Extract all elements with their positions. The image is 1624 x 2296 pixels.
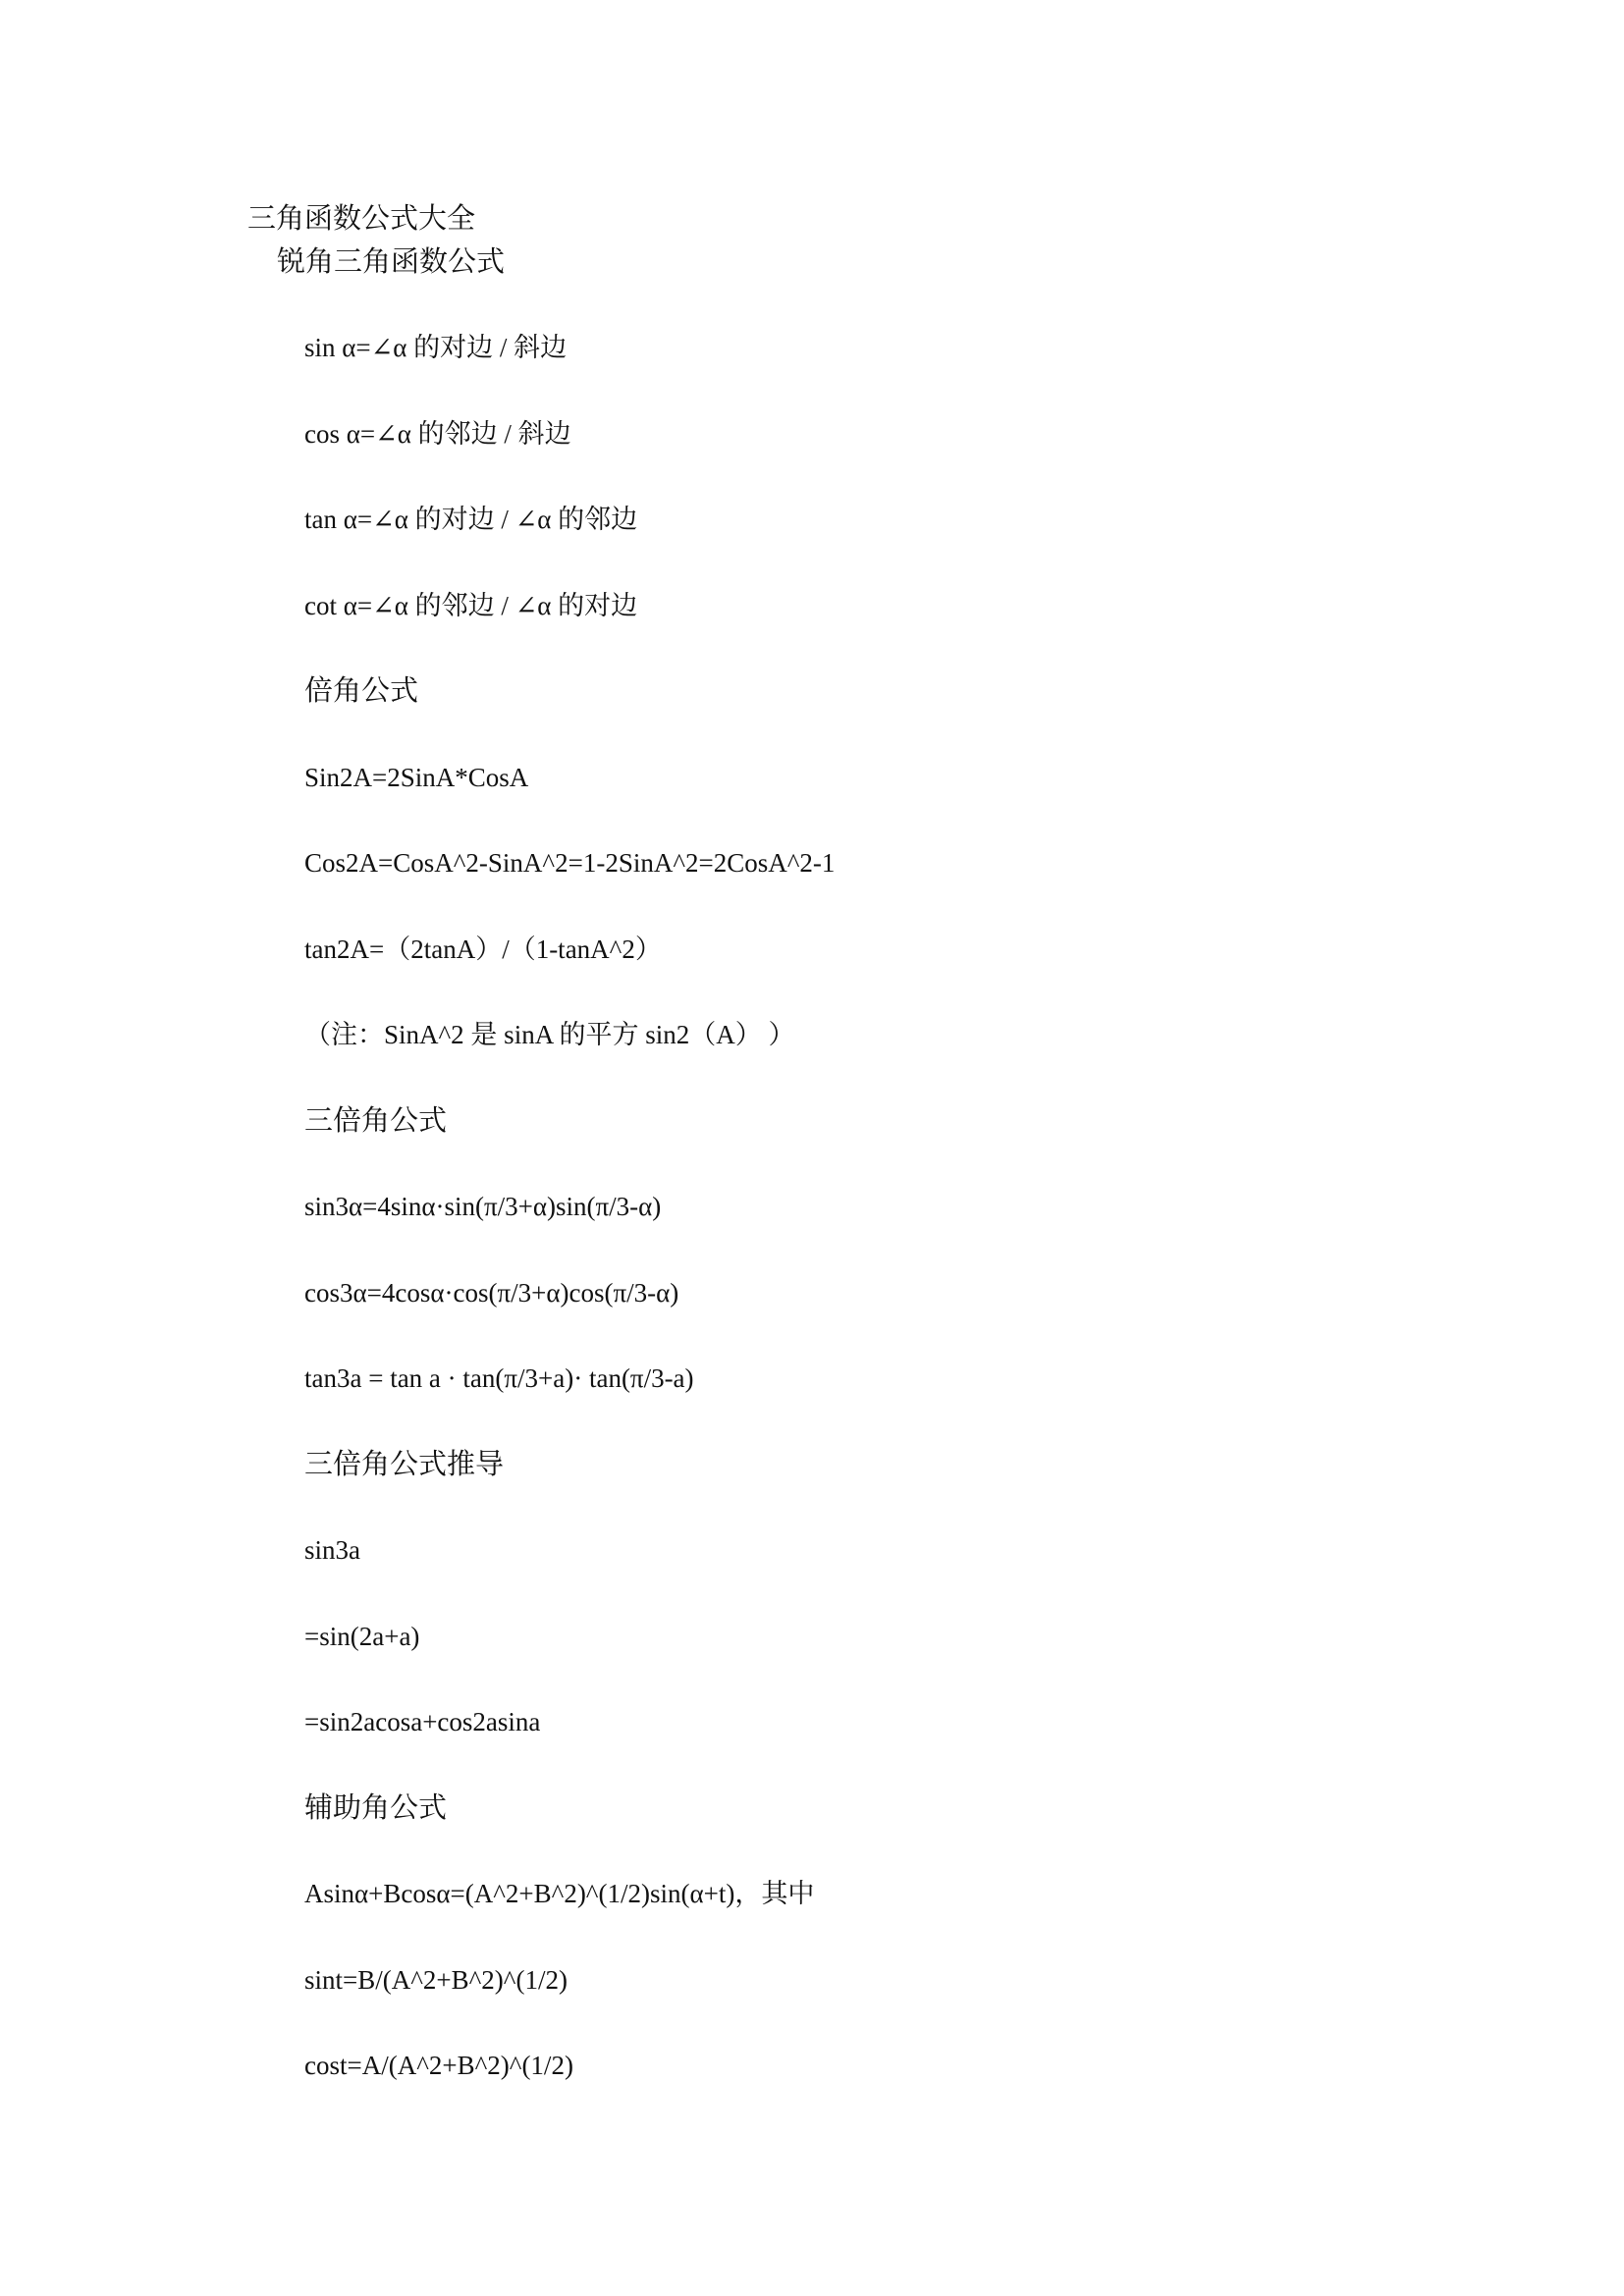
- formula-line: tan3a = tan a · tan(π/3+a)· tan(π/3-a): [304, 1363, 694, 1393]
- formula-line: sin3α=4sinα·sin(π/3+α)sin(π/3-α): [304, 1192, 662, 1221]
- document-title: 三角函数公式大全: [247, 201, 476, 235]
- formula-list: [304, 328, 1483, 2132]
- formula-line: cos3α=4cosα·cos(π/3+α)cos(π/3-α): [304, 1277, 679, 1308]
- formula-line: sin3a: [304, 1535, 360, 1565]
- formula-line: cos α=∠α 的邻边 / 斜边: [304, 418, 571, 449]
- subsection-heading: 倍角公式: [304, 675, 419, 707]
- subsection-heading: 辅助角公式: [304, 1791, 448, 1824]
- note-line: （注：SinA^2 是 sinA 的平方 sin2（A） ）: [304, 1020, 795, 1049]
- formula-line: Sin2A=2SinA*CosA: [304, 762, 529, 792]
- formula-line: tan2A=（2tanA）/（1-tanA^2）: [304, 934, 662, 964]
- formula-line: sin α=∠α 的对边 / 斜边: [304, 333, 568, 362]
- formula-line: sint=B/(A^2+B^2)^(1/2): [304, 1964, 568, 1995]
- subsection-heading: 三倍角公式推导: [304, 1448, 505, 1480]
- formula-line: Cos2A=CosA^2-SinA^2=1-2SinA^2=2CosA^2-1: [304, 848, 836, 878]
- formula-line: Asinα+Bcosα=(A^2+B^2)^(1/2)sin(α+t)，其中: [304, 1879, 815, 1908]
- formula-line: cost=A/(A^2+B^2)^(1/2): [304, 2051, 573, 2080]
- formula-line: cot α=∠α 的邻边 / ∠α 的对边: [304, 590, 638, 620]
- subsection-heading: 三倍角公式: [304, 1104, 448, 1137]
- section-title: 锐角三角函数公式: [277, 244, 506, 278]
- formula-line: =sin2acosa+cos2asina: [304, 1707, 541, 1736]
- formula-line: =sin(2a+a): [304, 1621, 420, 1651]
- formula-line: tan α=∠α 的对边 / ∠α 的邻边: [304, 505, 638, 534]
